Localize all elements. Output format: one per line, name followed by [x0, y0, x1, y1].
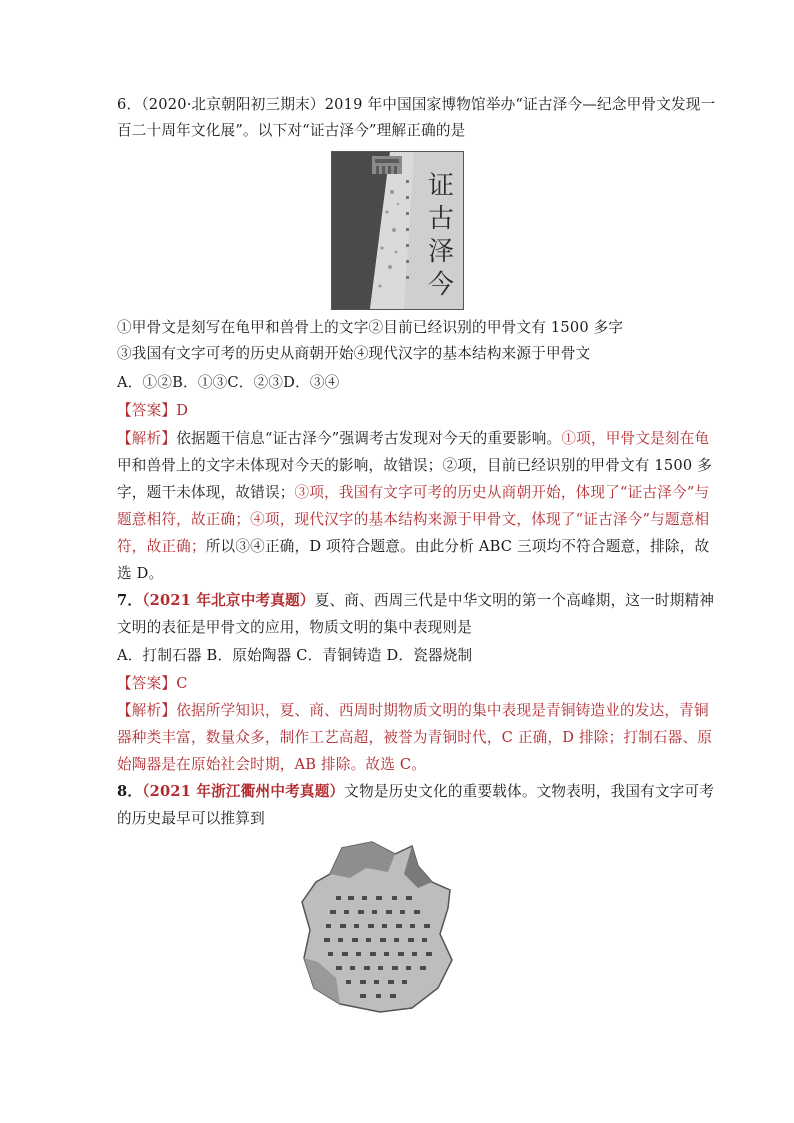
- analysis-red-text: 符，故正确；: [117, 538, 206, 555]
- poster-char-4: 今: [427, 270, 454, 300]
- q8-stem-line2: 的历史最早可以推算到: [117, 810, 265, 827]
- q8-stem-text: 文物是历史文化的重要载体。文物表明，我国有文字可考: [344, 783, 715, 800]
- q6-stem-line1: 6．（2020·北京朝阳初三期末）2019 年中国国家博物馆举办“证古泽今—纪念甲骨文发现一: [117, 96, 716, 113]
- q7-stem-line1: [117, 591, 715, 611]
- q6-analysis-line4: 题意相符，故正确；④项，现代汉字的基本结构来源于甲骨文，体现了“证古泽今”与题意相: [117, 511, 710, 528]
- q6-exhibition-poster-image: [331, 151, 464, 310]
- q6-statements-line1: ①甲骨文是刻写在龟甲和兽骨上的文字②目前已经识别的甲骨文有 1500 多字: [117, 319, 624, 336]
- analysis-red-text: ③项，我国有文字可考的历史从商朝开始，体现了“证古泽今”与: [294, 484, 710, 501]
- answer-value: C: [176, 675, 188, 692]
- analysis-red-text: 依据所学知识，夏、商、西周时期物质文明的集中表现是青铜铸造业的发达，青铜: [176, 702, 709, 719]
- analysis-tag: 【解析】: [117, 430, 177, 447]
- analysis-red-text: ①项，甲骨文是刻在龟: [561, 430, 710, 447]
- answer-value: D: [176, 402, 189, 419]
- q6-statements-line2: ③我国有文字可考的历史从商朝开始④现代汉字的基本结构来源于甲骨文: [117, 345, 591, 362]
- q6-stem-line2: 百二十周年文化展”。以下对“证古泽今”理解正确的是: [117, 122, 466, 139]
- poster-char-3: 泽: [427, 237, 454, 267]
- q6-analysis-line5: [117, 537, 710, 557]
- q7-stem-line2: 文明的表征是甲骨文的应用，物质文明的集中表现则是: [117, 619, 473, 636]
- analysis-tag: 【解析】: [117, 702, 177, 719]
- q7-stem-text: 夏、商、西周三代是中华文明的第一个高峰期，这一时期精神: [314, 592, 715, 609]
- analysis-text: 字，题干未体现，故错误；: [117, 484, 295, 501]
- poster-char-2: 古: [427, 204, 454, 234]
- analysis-text: 所以③④正确，D 项符合题意。由此分析 ABC 三项均不符合题意，排除，故: [205, 538, 710, 555]
- q8-stem-line1: [117, 782, 715, 802]
- q7-source: （2021 年北京中考真题）: [142, 592, 315, 609]
- q8-oracle-bone-image: [300, 838, 455, 1013]
- q6-analysis-line2: 甲和兽骨上的文字未体现对今天的影响，故错误；②项，目前已经识别的甲骨文有 1500 多: [117, 457, 712, 474]
- oracle-bone-illustration: [300, 838, 455, 1013]
- q8-number: 8．: [117, 783, 143, 800]
- q7-analysis-line2: 器种类丰富，数量众多，制作工艺高超，被誉为青铜时代，C 正确，D 排除；打制石器、原: [117, 729, 713, 746]
- q7-analysis-line1: [117, 701, 709, 721]
- answer-tag: 【答案】: [117, 402, 177, 419]
- q6-answer: [117, 401, 677, 421]
- q7-number: 7．: [117, 592, 143, 609]
- analysis-text: 依据题干信息“证古泽今”强调考古发现对今天的重要影响。: [176, 430, 562, 447]
- q6-analysis-line1: [117, 429, 710, 449]
- q7-options: A．打制石器 B．原始陶器 C．青铜铸造 D．瓷器烧制: [117, 647, 473, 664]
- poster-char-1: 证: [427, 171, 454, 201]
- q6-analysis-line6: 选 D。: [117, 565, 164, 582]
- answer-tag: 【答案】: [117, 675, 177, 692]
- q6-options: A．①②B．①③C．②③D．③④: [117, 374, 340, 391]
- q7-analysis-line3: 始陶器是在原始社会时期，AB 排除。故选 C。: [117, 756, 426, 773]
- q8-source: （2021 年浙江衢州中考真题）: [142, 783, 345, 800]
- q6-analysis-line3: [117, 483, 710, 503]
- q7-answer: [117, 674, 677, 694]
